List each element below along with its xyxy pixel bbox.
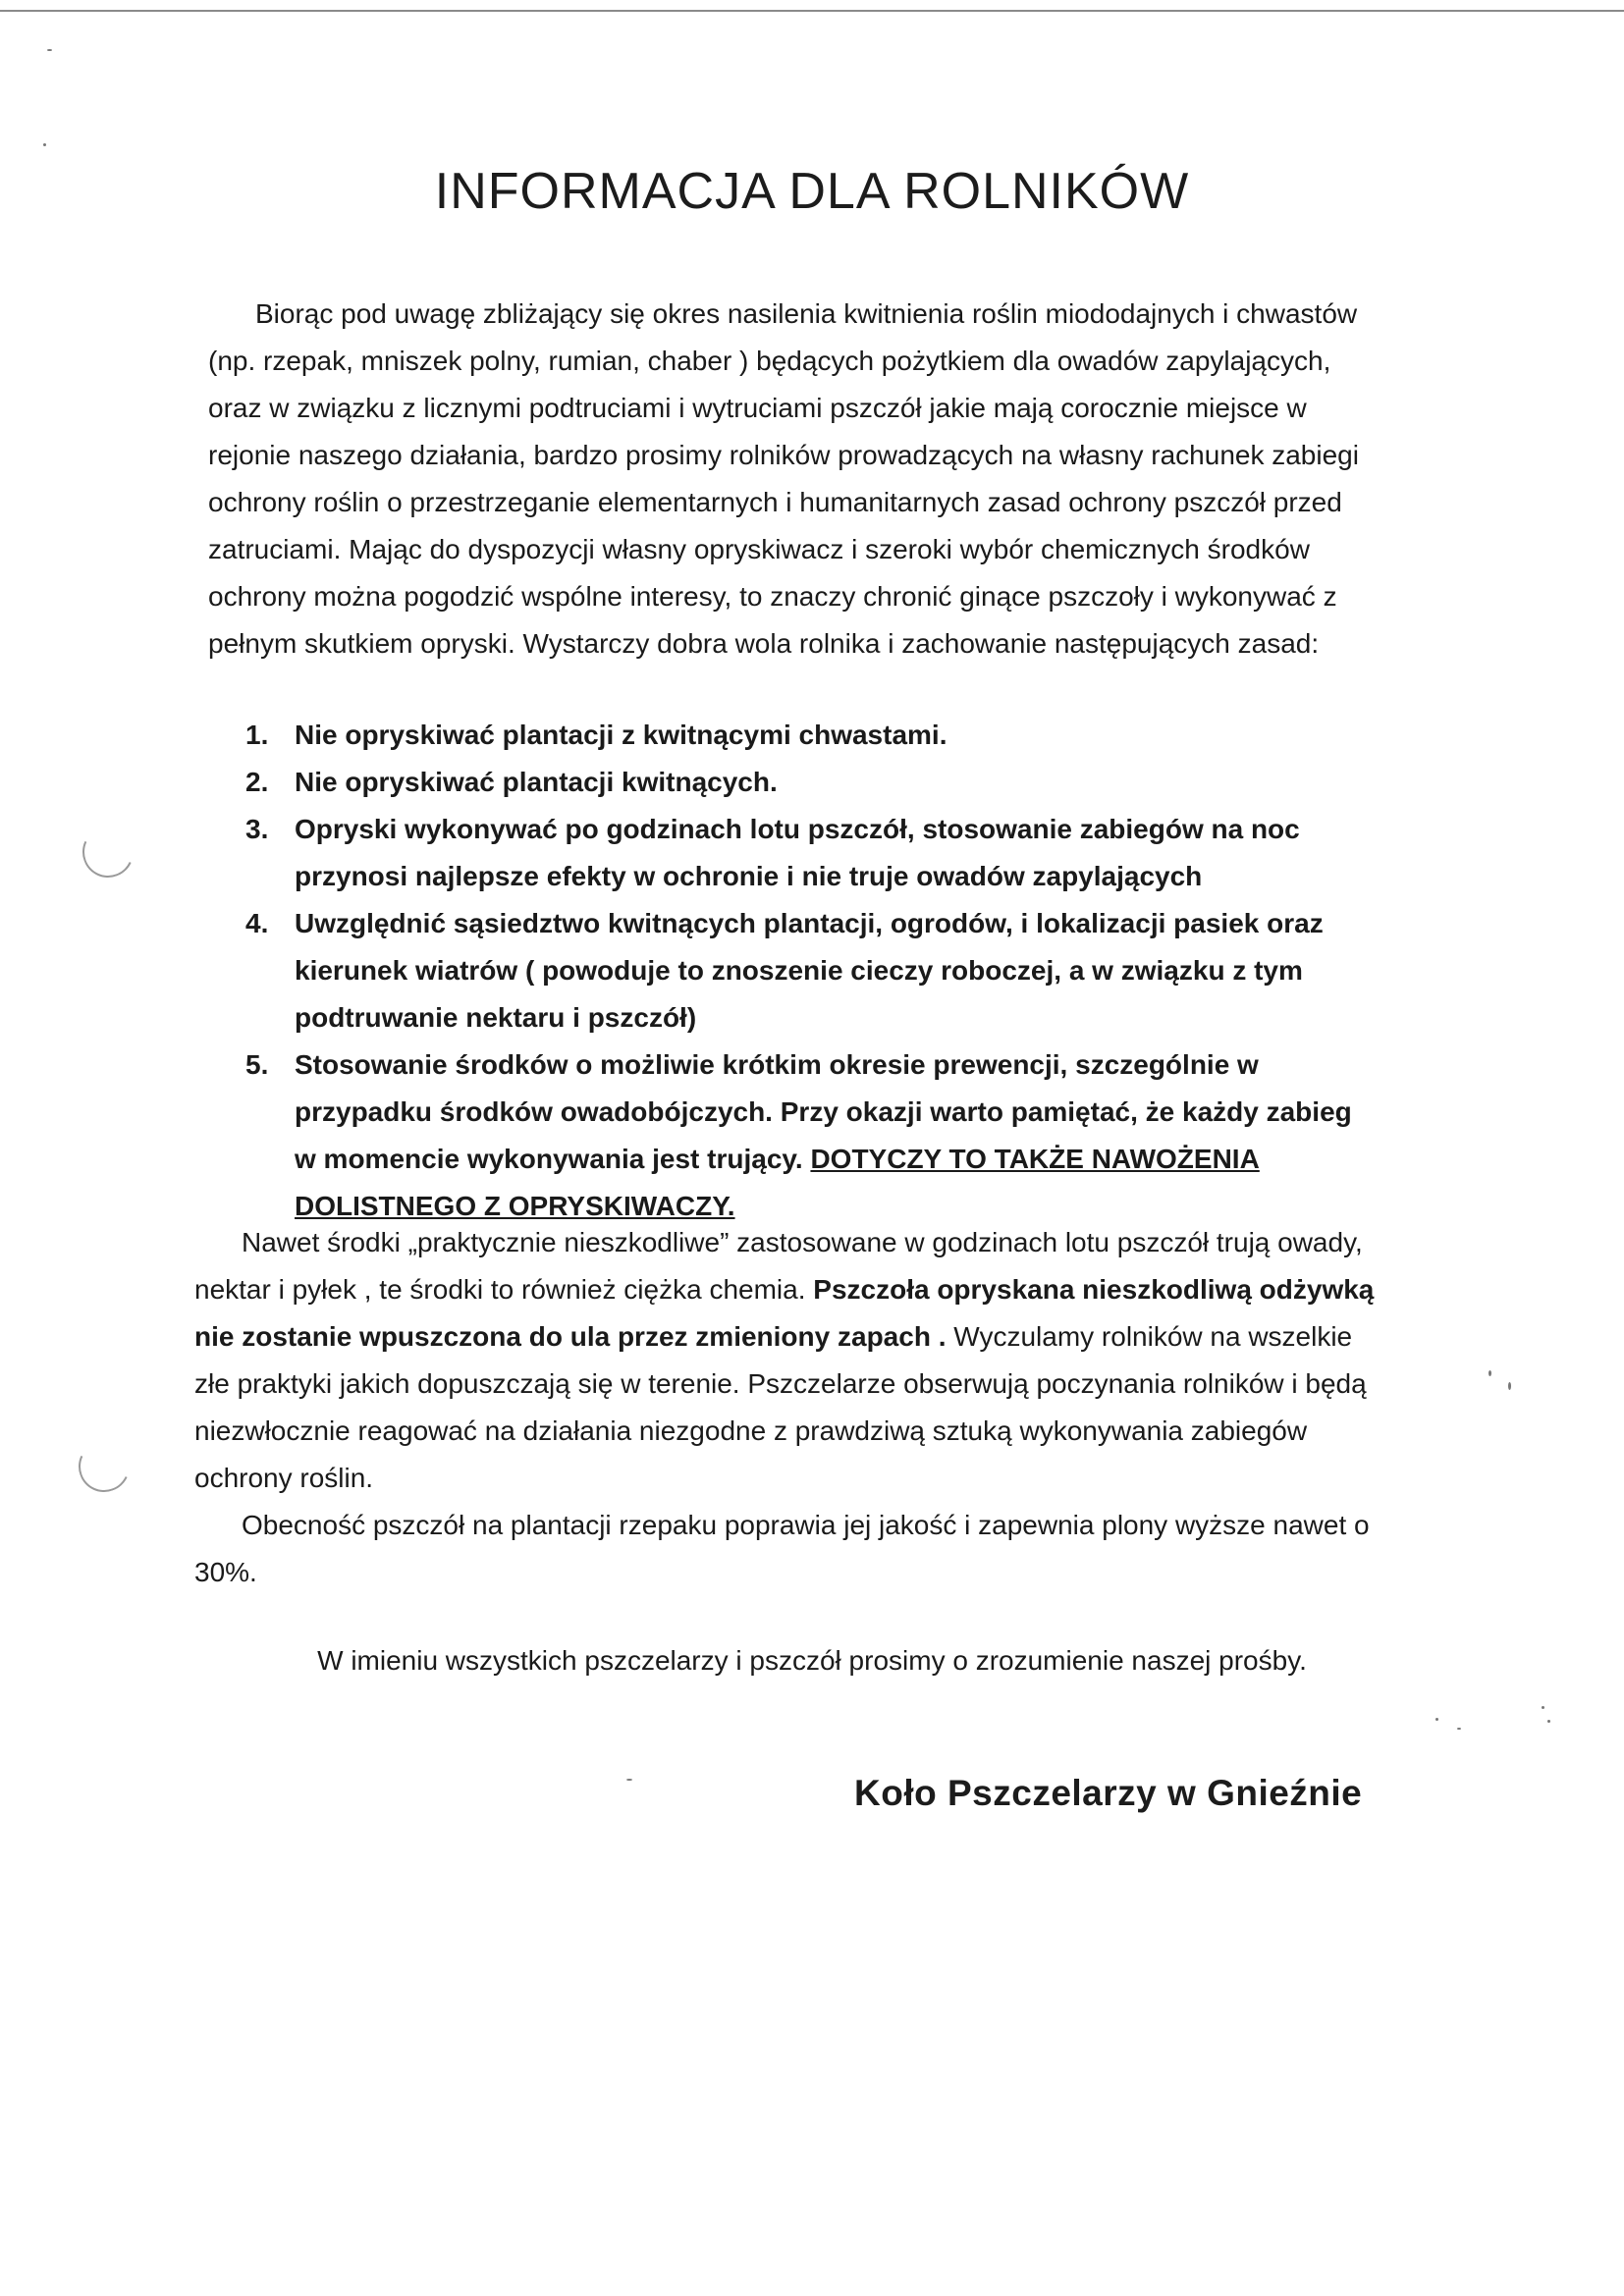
rule-number: 4. — [245, 908, 269, 938]
rule-text: Nie opryskiwać plantacji z kwitnącymi chwastami. — [295, 720, 947, 750]
rule-emphasis: DOTYCZY TO TAKŻE NAWOŻENIA DOLISTNEGO Z OPRYSKIWACZY. — [295, 1144, 1260, 1221]
rule-text-container — [295, 1041, 1375, 1230]
page-title: INFORMACJA DLA ROLNIKÓW — [434, 162, 1190, 220]
scan-speck — [1547, 1720, 1550, 1723]
rule-text: Opryski wykonywać po godzinach lotu pszczół, stosowanie zabiegów na noc przynosi najlepsze efekty w ochronie i nie truje owadów zapylających — [295, 814, 1300, 891]
paragraph-warning-bold: Pszczoła opryskana nieszkodliwą odżywką nie zostanie wpuszczona do ula przez zmieniony zapach . — [194, 1274, 1375, 1352]
rule-text: Nie opryskiwać plantacji kwitnących. — [295, 767, 778, 797]
paragraph-yield: Obecność pszczół na plantacji rzepaku poprawia jej jakość i zapewnia plony wyższe nawet o 30%. — [194, 1510, 1370, 1587]
rule-number: 5. — [245, 1049, 269, 1080]
rule-number: 3. — [245, 814, 269, 844]
scan-speck — [1542, 1706, 1544, 1709]
closing-line: W imieniu wszystkich pszczelarzy i pszczół prosimy o zrozumienie naszej prośby. — [317, 1645, 1307, 1676]
scan-speck — [1508, 1382, 1511, 1390]
paragraph-warning-end: Wyczulamy rolników na wszelkie złe praktyki jakich dopuszczają się w terenie. Pszczelarze obserwują poczynania rolników i będą niezwłocznie reagować na działania niezgodne z prawdziwą sztuką wykonywania zabiegów ochrony roślin. — [194, 1321, 1367, 1493]
scan-speck — [1489, 1370, 1491, 1376]
rule-item — [245, 1041, 1375, 1230]
scan-speck — [47, 49, 52, 51]
scan-speck — [1457, 1728, 1461, 1730]
rule-item — [245, 900, 1375, 1041]
rule-text: Uwzględnić sąsiedztwo kwitnących plantacji, ogrodów, i lokalizacji pasiek oraz kierunek wiatrów ( powoduje to znoszenie cieczy roboczej, a w związku z tym podtruwanie nektaru i pszczół) — [295, 908, 1324, 1033]
rules-list — [245, 712, 1375, 1230]
rule-text: Stosowanie środków o możliwie krótkim okresie prewencji, szczególnie w przypadku środków owadobójczych. Przy okazji warto pamiętać, że każdy zabieg w momencie wykonywania jest trujący. — [295, 1049, 1352, 1174]
scan-speck — [626, 1779, 632, 1781]
intro-paragraph — [208, 291, 1367, 667]
rule-item — [245, 712, 1375, 759]
paragraph-warning-start: Nawet środki „praktycznie nieszkodliwe” zastosowane w godzinach lotu pszczół trują owady, nektar i pyłek , te środki to również ciężka chemia. — [194, 1227, 1363, 1305]
paragraph-warning — [194, 1219, 1392, 1502]
scan-speck — [43, 143, 46, 146]
rule-item — [245, 759, 1375, 806]
punch-hole-mark — [76, 820, 141, 885]
rule-item — [245, 806, 1375, 900]
body-paragraphs — [194, 1219, 1392, 1596]
signature: Koło Pszczelarzy w Gnieźnie — [854, 1773, 1363, 1813]
rule-number: 1. — [245, 720, 269, 750]
scan-speck — [1435, 1718, 1438, 1721]
punch-hole-mark — [72, 1434, 137, 1500]
scan-edge-line — [0, 10, 1624, 12]
rule-number: 2. — [245, 767, 269, 797]
intro-text: Biorąc pod uwagę zbliżający się okres nasilenia kwitnienia roślin miododajnych i chwastów (np. rzepak, mniszek polny, rumian, chaber ) będących pożytkiem dla owadów zapylających, oraz w związku z licznymi podtruciami i wytruciami pszczół jakie mają corocznie miejsce w rejonie naszego działania, bardzo prosimy rolników prowadzących na własny rachunek zabiegi ochrony roślin o przestrzeganie elementarnych i humanitarnych zasad ochrony pszczół przed zatruciami. Mając do dyspozycji własny opryskiwacz i szeroki wybór chemicznych środków ochrony można pogodzić wspólne interesy, to znaczy chronić ginące pszczoły i wykonywać z pełnym skutkiem opryski. Wystarczy dobra wola rolnika i zachowanie następujących zasad: — [208, 298, 1359, 659]
